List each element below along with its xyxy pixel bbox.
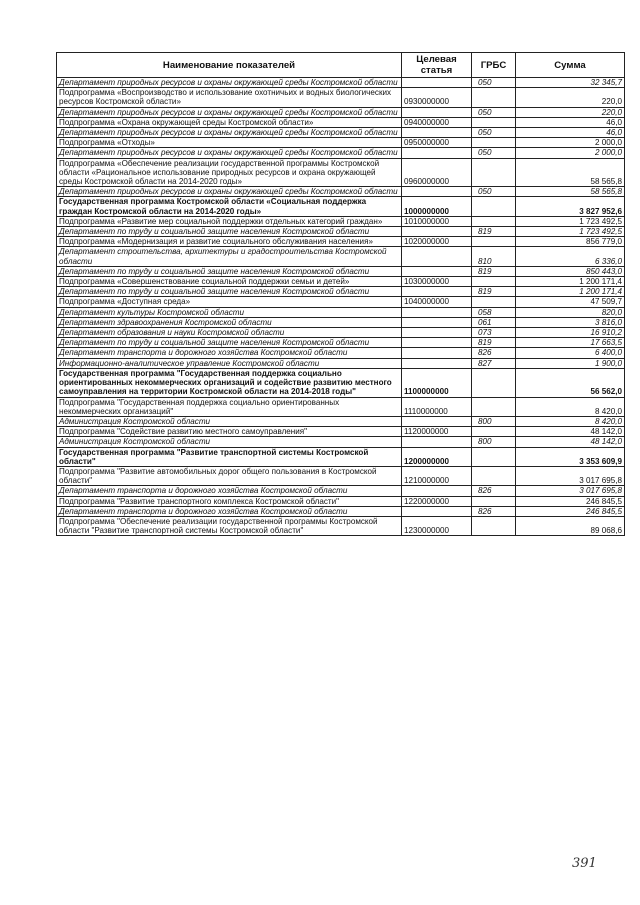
row-sum: 820,0: [516, 307, 625, 317]
row-name: Администрация Костромской области: [57, 437, 402, 447]
row-name: Подпрограмма «Модернизация и развитие социального обслуживания населения»: [57, 237, 402, 247]
table-row: [57, 496, 625, 506]
row-sum: 58 565,8: [516, 187, 625, 197]
row-target-article: 0950000000: [402, 138, 472, 148]
header-grbs: ГРБС: [472, 53, 516, 78]
row-sum: 6 336,0: [516, 247, 625, 266]
table-row: [57, 516, 625, 535]
table-row: [57, 158, 625, 187]
row-sum: 220,0: [516, 88, 625, 107]
row-sum: 246 845,5: [516, 506, 625, 516]
row-grbs: [472, 158, 516, 187]
row-grbs: 819: [472, 338, 516, 348]
table-row: [57, 447, 625, 466]
row-grbs: [472, 397, 516, 416]
table-row: [57, 338, 625, 348]
row-grbs: [472, 496, 516, 506]
row-name: Государственная программа Костромской области «Социальная поддержка граждан Костромской области на 2014-2020 годы»: [57, 197, 402, 216]
row-grbs: 073: [472, 328, 516, 338]
row-target-article: [402, 187, 472, 197]
row-name: Информационно-аналитическое управление Костромской области: [57, 358, 402, 368]
row-sum: 58 565,8: [516, 158, 625, 187]
table-row: [57, 358, 625, 368]
row-target-article: 1100000000: [402, 368, 472, 397]
budget-table: [56, 52, 625, 536]
row-grbs: [472, 368, 516, 397]
row-sum: 2 000,0: [516, 148, 625, 158]
row-grbs: [472, 466, 516, 485]
row-target-article: 1230000000: [402, 516, 472, 535]
row-name: Администрация Костромской области: [57, 416, 402, 426]
table-row: [57, 317, 625, 327]
row-target-article: 1020000000: [402, 237, 472, 247]
row-name: Департамент по труду и социальной защите населения Костромской области: [57, 338, 402, 348]
row-sum: 1 200 171,4: [516, 287, 625, 297]
row-sum: 46,0: [516, 128, 625, 138]
row-target-article: [402, 506, 472, 516]
table-row: [57, 416, 625, 426]
row-name: Департамент природных ресурсов и охраны окружающей среды Костромской области: [57, 78, 402, 88]
row-grbs: [472, 516, 516, 535]
table-row: [57, 307, 625, 317]
row-name: Департамент образования и науки Костромской области: [57, 328, 402, 338]
row-grbs: 819: [472, 227, 516, 237]
row-sum: 32 345,7: [516, 78, 625, 88]
row-sum: 1 200 171,4: [516, 277, 625, 287]
row-name: Подпрограмма "Содействие развитию местного самоуправления": [57, 427, 402, 437]
row-target-article: 1210000000: [402, 466, 472, 485]
row-name: Департамент природных ресурсов и охраны окружающей среды Костромской области: [57, 107, 402, 117]
row-sum: 246 845,5: [516, 496, 625, 506]
row-target-article: [402, 486, 472, 496]
row-target-article: 1040000000: [402, 297, 472, 307]
row-grbs: [472, 297, 516, 307]
row-name: Подпрограмма "Обеспечение реализации государственной программы Костромской области "Развитие транспортной системы Костромской области": [57, 516, 402, 535]
row-target-article: [402, 148, 472, 158]
table-row: [57, 368, 625, 397]
table-header-row: [57, 53, 625, 78]
row-grbs: [472, 277, 516, 287]
row-name: Подпрограмма «Отходы»: [57, 138, 402, 148]
row-sum: 17 663,5: [516, 338, 625, 348]
row-sum: 48 142,0: [516, 427, 625, 437]
row-target-article: [402, 307, 472, 317]
table-row: [57, 128, 625, 138]
row-name: Подпрограмма «Воспроизводство и использование охотничьих и водных биологических ресурсов Костромской области»: [57, 88, 402, 107]
table-row: [57, 466, 625, 485]
row-name: Подпрограмма "Государственная поддержка социально ориентированных некоммерческих организаций": [57, 397, 402, 416]
table-row: [57, 247, 625, 266]
table-row: [57, 187, 625, 197]
row-name: Подпрограмма «Обеспечение реализации государственной программы Костромской области «Рациональное использование природных ресурсов и охрана окружающей среды Костромской области на 2014-2020 годы»: [57, 158, 402, 187]
row-target-article: 1000000000: [402, 197, 472, 216]
row-grbs: 826: [472, 506, 516, 516]
row-name: Департамент транспорта и дорожного хозяйства Костромской области: [57, 486, 402, 496]
row-sum: 48 142,0: [516, 437, 625, 447]
row-sum: 220,0: [516, 107, 625, 117]
row-name: Государственная программа "Государственная поддержка социально ориентированных некоммерческих организаций и содействие развитию местного самоуправления на территории Костромской области на 2014-2018 годы": [57, 368, 402, 397]
row-grbs: 827: [472, 358, 516, 368]
row-sum: 1 900,0: [516, 358, 625, 368]
page-number: 391: [572, 856, 597, 871]
table-row: [57, 88, 625, 107]
row-grbs: [472, 447, 516, 466]
row-sum: 56 562,0: [516, 368, 625, 397]
table-row: [57, 427, 625, 437]
row-grbs: [472, 138, 516, 148]
row-grbs: 050: [472, 128, 516, 138]
row-target-article: [402, 78, 472, 88]
row-target-article: [402, 437, 472, 447]
row-target-article: [402, 287, 472, 297]
row-grbs: 050: [472, 78, 516, 88]
table-row: [57, 348, 625, 358]
row-target-article: 0960000000: [402, 158, 472, 187]
row-name: Подпрограмма «Охрана окружающей среды Костромской области»: [57, 117, 402, 127]
table-row: [57, 138, 625, 148]
row-sum: 8 420,0: [516, 416, 625, 426]
row-sum: 3 816,0: [516, 317, 625, 327]
row-grbs: 058: [472, 307, 516, 317]
row-target-article: [402, 128, 472, 138]
row-name: Департамент транспорта и дорожного хозяйства Костромской области: [57, 348, 402, 358]
table-row: [57, 117, 625, 127]
row-sum: 3 353 609,9: [516, 447, 625, 466]
table-row: [57, 277, 625, 287]
row-grbs: 050: [472, 107, 516, 117]
row-sum: 47 509,7: [516, 297, 625, 307]
row-target-article: 1200000000: [402, 447, 472, 466]
table-row: [57, 197, 625, 216]
row-name: Подпрограмма "Развитие автомобильных дорог общего пользования в Костромской области": [57, 466, 402, 485]
table-row: [57, 328, 625, 338]
table-row: [57, 506, 625, 516]
table-row: [57, 216, 625, 226]
row-target-article: 1220000000: [402, 496, 472, 506]
table-row: [57, 78, 625, 88]
row-target-article: [402, 247, 472, 266]
table-row: [57, 486, 625, 496]
row-target-article: 1120000000: [402, 427, 472, 437]
row-sum: 3 827 952,6: [516, 197, 625, 216]
row-grbs: 050: [472, 187, 516, 197]
table-row: [57, 397, 625, 416]
row-name: Департамент природных ресурсов и охраны окружающей среды Костромской области: [57, 148, 402, 158]
row-name: Департамент строительства, архитектуры и градостроительства Костромской области: [57, 247, 402, 266]
row-grbs: [472, 216, 516, 226]
row-sum: 1 723 492,5: [516, 216, 625, 226]
budget-sheet: [56, 52, 624, 536]
row-name: Государственная программа "Развитие транспортной системы Костромской области": [57, 447, 402, 466]
row-target-article: 1110000000: [402, 397, 472, 416]
row-grbs: [472, 117, 516, 127]
row-name: Подпрограмма «Совершенствование социальной поддержки семьи и детей»: [57, 277, 402, 287]
row-name: Департамент по труду и социальной защите населения Костромской области: [57, 287, 402, 297]
row-sum: 3 017 695,8: [516, 466, 625, 485]
row-sum: 2 000,0: [516, 138, 625, 148]
row-grbs: 050: [472, 148, 516, 158]
row-target-article: [402, 317, 472, 327]
row-target-article: 1010000000: [402, 216, 472, 226]
row-name: Департамент культуры Костромской области: [57, 307, 402, 317]
row-grbs: 800: [472, 437, 516, 447]
row-target-article: [402, 266, 472, 276]
row-sum: 850 443,0: [516, 266, 625, 276]
row-grbs: 061: [472, 317, 516, 327]
row-name: Департамент по труду и социальной защите населения Костромской области: [57, 227, 402, 237]
table-row: [57, 227, 625, 237]
table-body: [57, 78, 625, 536]
header-name: Наименование показателей: [57, 53, 402, 78]
header-sum: Сумма: [516, 53, 625, 78]
table-row: [57, 297, 625, 307]
row-sum: 3 017 695,8: [516, 486, 625, 496]
row-grbs: 826: [472, 486, 516, 496]
row-target-article: [402, 338, 472, 348]
row-name: Департамент природных ресурсов и охраны окружающей среды Костромской области: [57, 187, 402, 197]
row-grbs: 810: [472, 247, 516, 266]
table-row: [57, 107, 625, 117]
table-row: [57, 237, 625, 247]
row-target-article: 0940000000: [402, 117, 472, 127]
row-target-article: [402, 358, 472, 368]
row-target-article: [402, 416, 472, 426]
row-target-article: [402, 348, 472, 358]
row-grbs: [472, 427, 516, 437]
row-sum: 16 910,2: [516, 328, 625, 338]
table-row: [57, 148, 625, 158]
table-row: [57, 287, 625, 297]
row-grbs: 826: [472, 348, 516, 358]
row-target-article: [402, 328, 472, 338]
table-row: [57, 266, 625, 276]
row-grbs: 819: [472, 287, 516, 297]
header-target-article: Целевая статья: [402, 53, 472, 78]
row-name: Подпрограмма «Доступная среда»: [57, 297, 402, 307]
row-sum: 6 400,0: [516, 348, 625, 358]
row-name: Департамент транспорта и дорожного хозяйства Костромской области: [57, 506, 402, 516]
row-name: Департамент природных ресурсов и охраны окружающей среды Костромской области: [57, 128, 402, 138]
row-target-article: 0930000000: [402, 88, 472, 107]
row-target-article: 1030000000: [402, 277, 472, 287]
row-grbs: 800: [472, 416, 516, 426]
row-target-article: [402, 107, 472, 117]
row-target-article: [402, 227, 472, 237]
row-grbs: [472, 88, 516, 107]
row-grbs: [472, 197, 516, 216]
row-name: Департамент по труду и социальной защите населения Костромской области: [57, 266, 402, 276]
row-name: Департамент здравоохранения Костромской области: [57, 317, 402, 327]
row-grbs: [472, 237, 516, 247]
row-sum: 46,0: [516, 117, 625, 127]
row-name: Подпрограмма "Развитие транспортного комплекса Костромской области": [57, 496, 402, 506]
row-sum: 1 723 492,5: [516, 227, 625, 237]
row-sum: 89 068,6: [516, 516, 625, 535]
row-name: Подпрограмма «Развитие мер социальной поддержки отдельных категорий граждан»: [57, 216, 402, 226]
row-grbs: 819: [472, 266, 516, 276]
row-sum: 856 779,0: [516, 237, 625, 247]
row-sum: 8 420,0: [516, 397, 625, 416]
table-row: [57, 437, 625, 447]
